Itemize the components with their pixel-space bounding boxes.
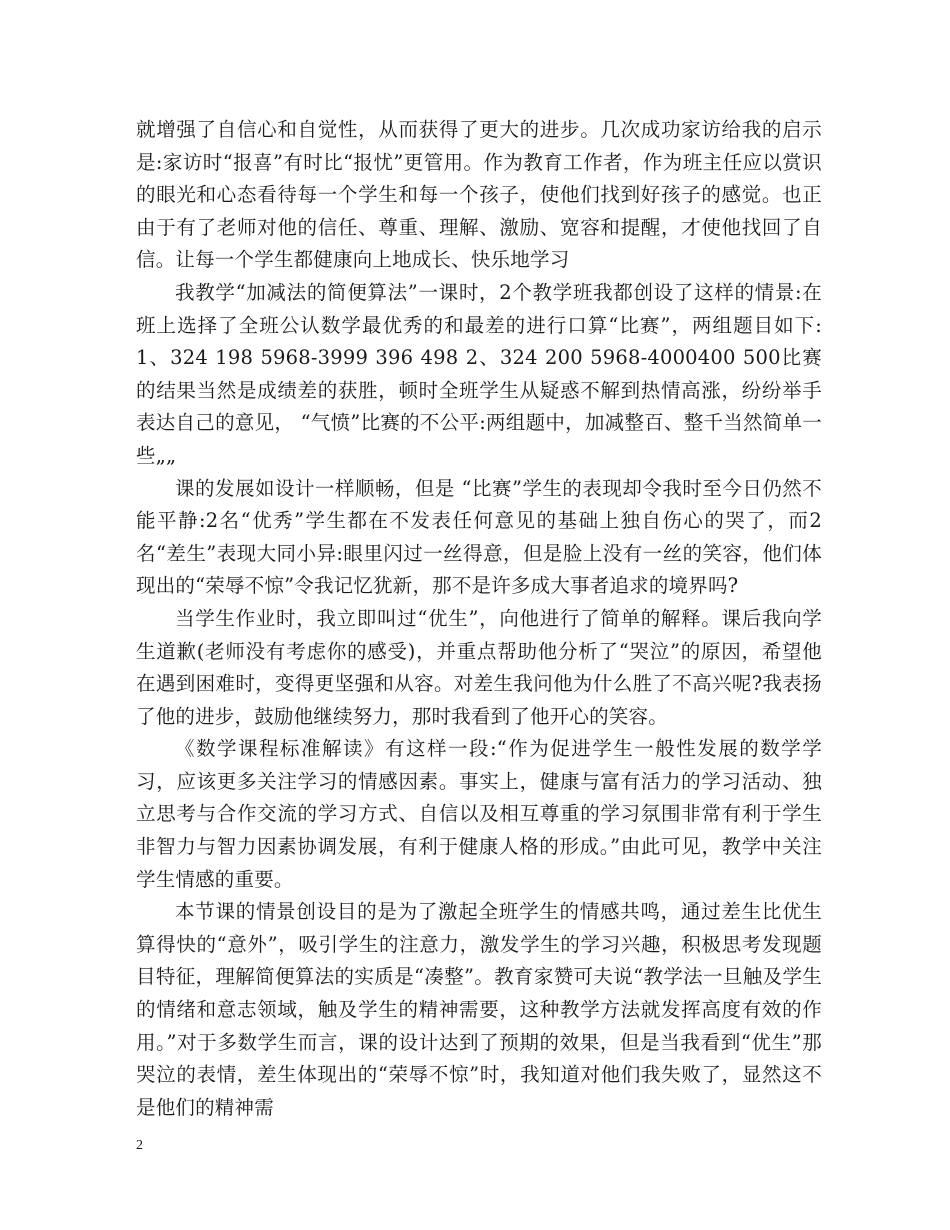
paragraph-2: 我教学“加减法的简便算法”一课时，2个教学班我都创设了这样的情景:在班上选择了全班公认数学最优秀的和最差的进行口算“比赛”，两组题目如下:1、324 198 5968-3999 396 498 2、324 200 5968-4000400 500比赛的结果当然是成绩差的获胜，顿时全班学生从疑惑不解到热情高涨，纷纷举手表达自己的意见， “气愤”比赛的不公平:两组题中，加减整百、整千当然简单一些„„ — [136, 280, 822, 467]
paragraph-6: 本节课的情景创设目的是为了激起全班学生的情感共鸣，通过差生比优生算得快的“意外”，吸引学生的注意力，激发学生的学习兴趣，积极思考发现题目特征，理解简便算法的实质是“凑整”。教育家赞可夫说“教学法一旦触及学生的情绪和意志领域，触及学生的精神需要，这种教学方法就发挥高度有效的作用。”对于多数学生而言，课的设计达到了预期的效果，但是当我看到“优生”那哭泣的表情，差生体现出的“荣辱不惊”时，我知道对他们我失败了，显然这不是他们的精神需 — [136, 900, 822, 1119]
paragraph-3: 课的发展如设计一样顺畅，但是 “比赛”学生的表现却令我时至今日仍然不能平静:2名“优秀”学生都在不发表任何意见的基础上独自伤心的哭了，而2名“差生”表现大同小异:眼里闪过一丝得意，但是脸上没有一丝的笑容，他们体现出的“荣辱不惊”令我记忆犹新，那不是许多成大事者追求的境界吗? — [136, 476, 822, 598]
page-number: 2 — [136, 1138, 143, 1153]
body-text — [136, 114, 822, 1124]
paragraph-4: 当学生作业时，我立即叫过“优生”，向他进行了简单的解释。课后我向学生道歉(老师没有考虑你的感受)，并重点帮助他分析了“哭泣”的原因，希望他在遇到困难时，变得更坚强和从容。对差生我问他为什么胜了不高兴呢?我表扬了他的进步，鼓励他继续努力，那时我看到了他开心的笑容。 — [136, 606, 822, 728]
paragraph-5: 《数学课程标准解读》有这样一段:“作为促进学生一般性发展的数学学习，应该更多关注学习的情感因素。事实上，健康与富有活力的学习活动、独立思考与合作交流的学习方式、自信以及相互尊重的学习氛围非常有利于学生非智力与智力因素协调发展，有利于健康人格的形成。”由此可见，教学中关注学生情感的重要。 — [136, 737, 822, 891]
paragraph-1: 就增强了自信心和自觉性，从而获得了更大的进步。几次成功家访给我的启示是:家访时“报喜”有时比“报忧”更管用。作为教育工作者，作为班主任应以赏识的眼光和心态看待每一个学生和每一个孩子，使他们找到好孩子的感觉。也正由于有了老师对他的信任、尊重、理解、激励、宽容和提醒，才使他找回了自信。让每一个学生都健康向上地成长、快乐地学习 — [136, 118, 822, 272]
